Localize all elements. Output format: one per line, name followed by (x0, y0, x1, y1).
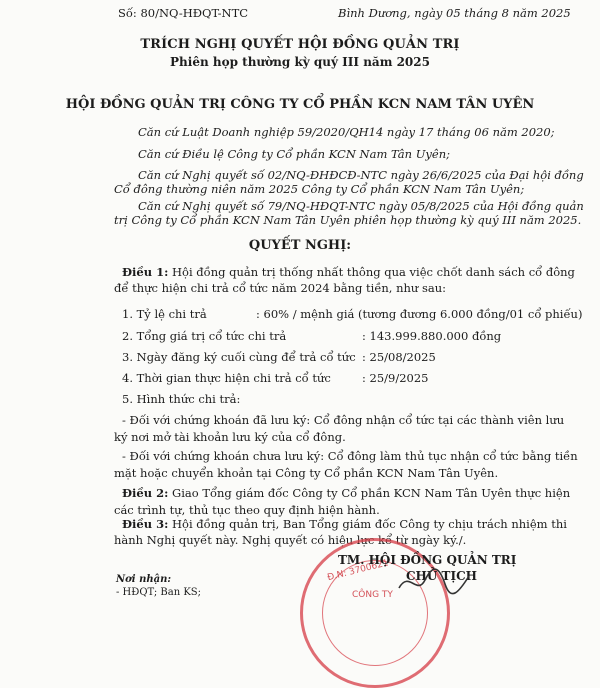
item-value: : 25/9/2025 (362, 371, 429, 385)
document-subtitle: Phiên họp thường kỳ quý III năm 2025 (170, 55, 430, 69)
article-3-label: Điều 3: (122, 517, 169, 531)
basis-line: trị Công ty Cổ phần KCN Nam Tân Uyên phiên họp thường kỳ quý III năm 2025. (114, 213, 582, 227)
item-label: 1. Tỷ lệ chi trả (122, 307, 207, 321)
article-2-line (122, 486, 570, 500)
recipient-item: - HĐQT; Ban KS; (116, 587, 202, 598)
signature-title: CHỦ TỊCH (406, 569, 477, 583)
basis-line: Căn cứ Điều lệ Công ty Cổ phần KCN Nam Tân Uyên; (138, 147, 450, 161)
item-value: : 25/08/2025 (362, 350, 436, 364)
article-1-label: Điều 1: (122, 265, 169, 279)
signature-org: TM. HỘI ĐỒNG QUẢN TRỊ (338, 553, 517, 567)
article-2-text: Giao Tổng giám đốc Công ty Cổ phần KCN Nam Tân Uyên thực hiện (168, 486, 571, 500)
basis-line: Căn cứ Luật Doanh nghiệp 59/2020/QH14 ngày 17 tháng 06 năm 2020; (138, 125, 555, 139)
basis-line: Căn cứ Nghị quyết số 79/NQ-HĐQT-NTC ngày 05/8/2025 của Hội đồng quản (138, 199, 584, 213)
article-1-text: Hội đồng quản trị thống nhất thông qua việc chốt danh sách cổ đông (168, 265, 575, 279)
payment-method-line: - Đối với chứng khoán chưa lưu ký: Cổ đông làm thủ tục nhận cổ tức bằng tiền (122, 449, 578, 463)
article-1-line (122, 265, 575, 279)
article-3-text: Hội đồng quản trị, Ban Tổng giám đốc Công ty chịu trách nhiệm thi (168, 517, 567, 531)
issuer-name: HỘI ĐỒNG QUẢN TRỊ CÔNG TY CỔ PHẦN KCN NAM TÂN UYÊN (65, 97, 535, 112)
document-title: TRÍCH NGHỊ QUYẾT HỘI ĐỒNG QUẢN TRỊ (140, 37, 460, 52)
seal-text: Đ.N: 3700621 (326, 558, 390, 584)
payment-method-line: ký nơi mở tài khoản lưu ký của cổ đông. (114, 430, 346, 444)
item-label: 5. Hình thức chi trả: (122, 392, 241, 406)
handwritten-signature (395, 558, 475, 598)
article-3-line: hành Nghị quyết này. Nghị quyết có hiệu lực kể từ ngày ký./. (114, 533, 467, 547)
recipients-label: Nơi nhận: (116, 574, 172, 585)
article-3-line (122, 517, 567, 531)
item-value: : 60% / mệnh giá (tương đương 6.000 đồng/01 cổ phiếu) (256, 307, 583, 321)
payment-method-line: - Đối với chứng khoán đã lưu ký: Cổ đông nhận cổ tức tại các thành viên lưu (122, 413, 565, 427)
payment-method-line: mặt hoặc chuyển khoản tại Công ty Cổ phần KCN Nam Tân Uyên. (114, 466, 499, 480)
item-value: : 143.999.880.000 đồng (362, 329, 502, 343)
item-label: 2. Tổng giá trị cổ tức chi trả (122, 329, 287, 343)
basis-line: Cổ đông thường niên năm 2025 Công ty Cổ phần KCN Nam Tân Uyên; (114, 182, 525, 196)
seal-text: CÔNG TY (352, 590, 393, 600)
document-number: Số: 80/NQ-HĐQT-NTC (118, 6, 249, 20)
item-label: 3. Ngày đăng ký cuối cùng để trả cổ tức (122, 350, 356, 364)
item-label: 4. Thời gian thực hiện chi trả cổ tức (122, 371, 331, 385)
article-2-label: Điều 2: (122, 486, 169, 500)
basis-line: Căn cứ Nghị quyết số 02/NQ-ĐHĐCĐ-NTC ngày 26/6/2025 của Đại hội đồng (138, 168, 584, 182)
article-1-line: để thực hiện chi trả cổ tức năm 2024 bằng tiền, như sau: (114, 281, 447, 295)
resolution-heading: QUYẾT NGHỊ: (248, 238, 352, 253)
article-2-line: các trình tự, thủ tục theo quy định hiện hành. (114, 503, 380, 517)
place-date: Bình Dương, ngày 05 tháng 8 năm 2025 (338, 6, 571, 20)
